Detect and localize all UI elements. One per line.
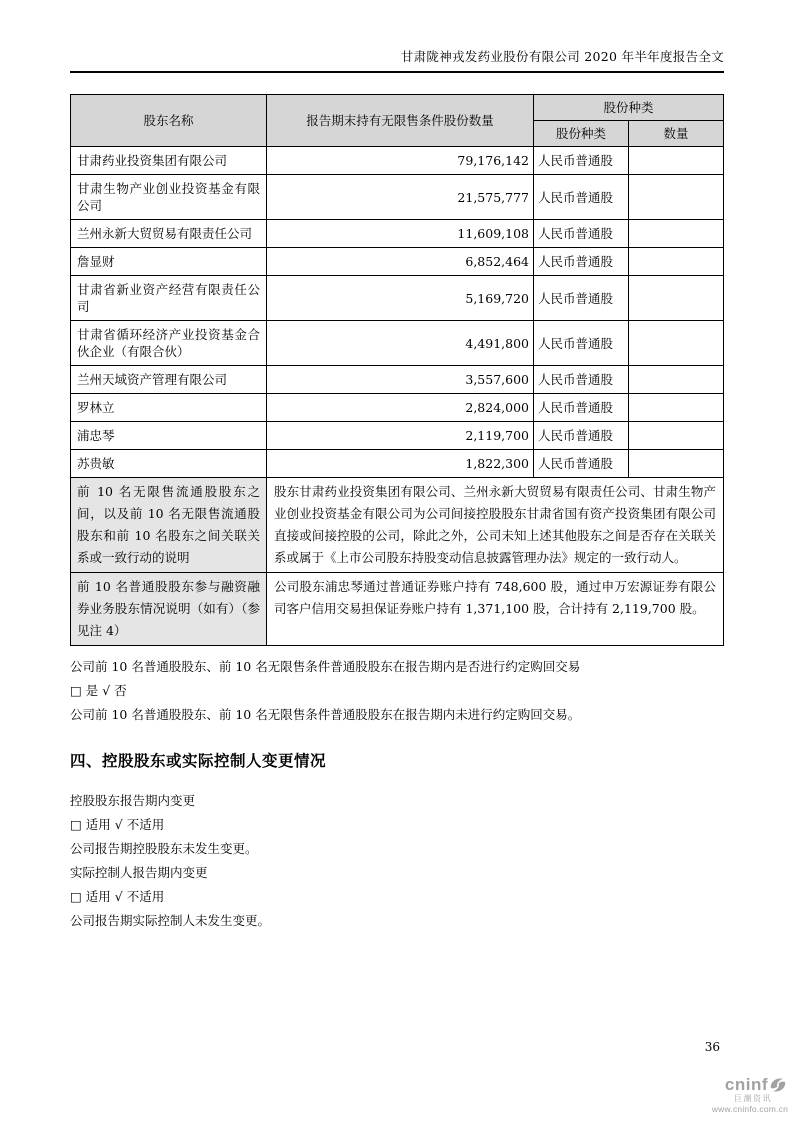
- section-line: 实际控制人报告期内变更: [70, 865, 208, 880]
- table-row: [71, 366, 724, 394]
- shareholder-name: 苏贵敏: [71, 450, 267, 478]
- shareholder-name: 詹显财: [71, 248, 267, 276]
- share-quantity: [629, 394, 724, 422]
- table-row: [71, 450, 724, 478]
- shares-count: 2,119,700: [267, 422, 534, 450]
- share-quantity: [629, 175, 724, 220]
- shares-count: 4,491,800: [267, 321, 534, 366]
- share-quantity: [629, 422, 724, 450]
- cninfo-subtitle: 巨潮资讯: [734, 1094, 772, 1103]
- document-header: [70, 47, 724, 73]
- section-line: 公司报告期实际控制人未发生变更。: [70, 913, 271, 928]
- table-row: [71, 394, 724, 422]
- shares-count: 21,575,777: [267, 175, 534, 220]
- shareholder-name: 兰州天域资产管理有限公司: [71, 366, 267, 394]
- shares-count: 2,824,000: [267, 394, 534, 422]
- share-type: 人民币普通股: [534, 422, 629, 450]
- share-type: 人民币普通股: [534, 276, 629, 321]
- table-body: [71, 147, 724, 646]
- shareholder-name: 甘肃生物产业创业投资基金有限公司: [71, 175, 267, 220]
- share-quantity: [629, 147, 724, 175]
- shares-count: 3,557,600: [267, 366, 534, 394]
- repurchase-question: 公司前 10 名普通股股东、前 10 名无限售条件普通股股东在报告期内是否进行约定购回交易: [70, 659, 581, 674]
- note-label: 前 10 名普通股股东参与融资融券业务股东情况说明（如有）（参见注 4）: [71, 573, 267, 646]
- repurchase-block: [70, 655, 724, 727]
- shareholder-name: 甘肃省新业资产经营有限责任公司: [71, 276, 267, 321]
- shareholder-name: 浦忠琴: [71, 422, 267, 450]
- table-row: [71, 422, 724, 450]
- section-line: 控股股东报告期内变更: [70, 793, 196, 808]
- repurchase-statement: 公司前 10 名普通股股东、前 10 名无限售条件普通股股东在报告期内未进行约定购回交易。: [70, 707, 581, 722]
- note-content: 公司股东浦忠琴通过普通证券账户持有 748,600 股，通过申万宏源证券有限公司客户信用交易担保证券账户持有 1,371,100 股，合计持有 2,119,700 股。: [267, 573, 724, 646]
- share-type: 人民币普通股: [534, 450, 629, 478]
- share-type: 人民币普通股: [534, 147, 629, 175]
- col-header-quantity: 数量: [629, 121, 724, 147]
- table-row: [71, 147, 724, 175]
- col-header-shareholder-name: 股东名称: [71, 95, 267, 147]
- share-type: 人民币普通股: [534, 248, 629, 276]
- table-row: [71, 220, 724, 248]
- share-quantity: [629, 276, 724, 321]
- share-quantity: [629, 220, 724, 248]
- cninfo-logo-row: [699, 1076, 789, 1094]
- section-line: 公司报告期控股股东未发生变更。: [70, 841, 258, 856]
- section-four-body: [70, 789, 724, 933]
- share-type: 人民币普通股: [534, 220, 629, 248]
- shares-count: 6,852,464: [267, 248, 534, 276]
- shares-count: 5,169,720: [267, 276, 534, 321]
- table-header-row-1: [71, 95, 724, 121]
- share-type: 人民币普通股: [534, 321, 629, 366]
- table-row: [71, 175, 724, 220]
- share-type: 人民币普通股: [534, 366, 629, 394]
- shareholder-name: 兰州永新大贸贸易有限责任公司: [71, 220, 267, 248]
- col-header-shares: 报告期末持有无限售条件股份数量: [267, 95, 534, 147]
- shares-count: 79,176,142: [267, 147, 534, 175]
- col-header-share-type-group: 股份种类: [534, 95, 724, 121]
- section-four-title: 四、控股股东或实际控制人变更情况: [70, 753, 327, 770]
- cninfo-url: www.cninfo.com.cn: [711, 1104, 788, 1114]
- col-header-share-type: 股份种类: [534, 121, 629, 147]
- repurchase-answer: □ 是 √ 否: [70, 683, 127, 698]
- shareholder-table: [70, 94, 724, 646]
- shares-count: 11,609,108: [267, 220, 534, 248]
- share-quantity: [629, 366, 724, 394]
- page-number: 36: [704, 1040, 720, 1054]
- table-note-row: [71, 573, 724, 646]
- cninfo-brand-text: cninf: [724, 1075, 768, 1094]
- shareholder-name: 罗林立: [71, 394, 267, 422]
- share-quantity: [629, 450, 724, 478]
- section-line: □ 适用 √ 不适用: [70, 817, 165, 832]
- note-content: 股东甘肃药业投资集团有限公司、兰州永新大贸贸易有限责任公司、甘肃生物产业创业投资基金有限公司为公司间接控股股东甘肃省国有资产投资集团有限公司直接或间接控股的公司，除此之外，公司未知上述其他股东之间是否存在关联关系或属于《上市公司股东持股变动信息披露管理办法》规定的一致行动人。: [267, 478, 724, 573]
- shareholder-name: 甘肃药业投资集团有限公司: [71, 147, 267, 175]
- table-row: [71, 248, 724, 276]
- table-row: [71, 321, 724, 366]
- cninfo-logo: [699, 1076, 789, 1115]
- section-line: □ 适用 √ 不适用: [70, 889, 165, 904]
- share-quantity: [629, 248, 724, 276]
- cninfo-swirl-icon: [769, 1076, 787, 1094]
- shares-count: 1,822,300: [267, 450, 534, 478]
- share-type: 人民币普通股: [534, 175, 629, 220]
- table-note-row: [71, 478, 724, 573]
- page-content: [70, 47, 724, 933]
- document-header-title: 甘肃陇神戎发药业股份有限公司 2020 年半年度报告全文: [400, 49, 724, 64]
- share-quantity: [629, 321, 724, 366]
- shareholder-name: 甘肃省循环经济产业投资基金合伙企业（有限合伙）: [71, 321, 267, 366]
- table-header: [71, 95, 724, 147]
- table-row: [71, 276, 724, 321]
- note-label: 前 10 名无限售流通股股东之间，以及前 10 名无限售流通股股东和前 10 名股东之间关联关系或一致行动的说明: [71, 478, 267, 573]
- share-type: 人民币普通股: [534, 394, 629, 422]
